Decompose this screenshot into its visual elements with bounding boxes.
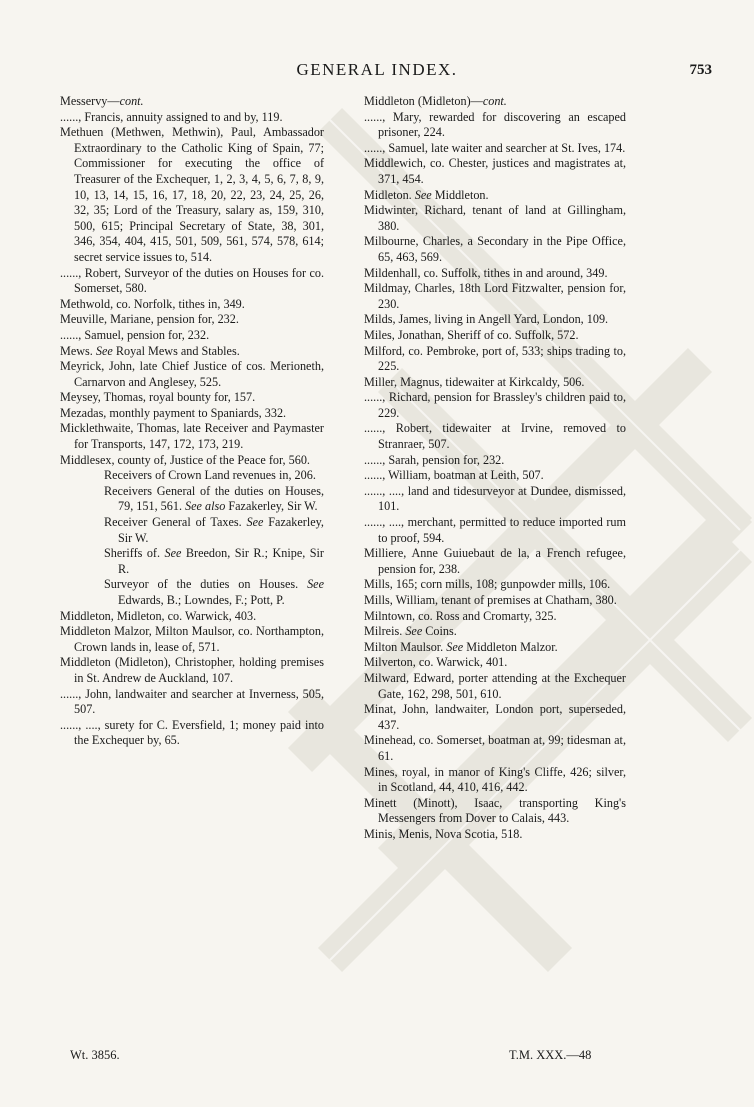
index-entry: Mezadas, monthly payment to Spaniards, 332. [60, 405, 287, 420]
index-entry: ......, Samuel, late waiter and searcher at St. Ives, 174. [364, 140, 626, 155]
index-entry: Surveyor of the duties on Houses. See Edwards, B.; Lowndes, F.; Pott, P. [104, 577, 324, 607]
index-entry: Receivers General of the duties on Houses, 79, 151, 561. See also Fazakerley, Sir W. [104, 483, 324, 514]
index-entry: Minis, Menis, Nova Scotia, 518. [364, 826, 523, 841]
index-entry: Mews. See Royal Mews and Stables. [60, 343, 240, 358]
index-entry: Middlewich, co. Chester, justices and magistrates at, 371, 454. [364, 156, 626, 186]
index-entry: Milford, co. Pembroke, port of, 533; ships trading to, 225. [364, 343, 626, 374]
index-entry: Methwold, co. Norfolk, tithes in, 349. [60, 296, 245, 311]
index-entry: Milntown, co. Ross and Cromarty, 325. [364, 608, 557, 623]
index-entry: Miles, Jonathan, Sheriff of co. Suffolk, 572. [364, 327, 579, 342]
index-entry: Middleton (Midleton)—cont. [364, 94, 507, 108]
index-entry: ......, William, boatman at Leith, 507. [364, 468, 544, 483]
index-entry: Mildenhall, co. Suffolk, tithes in and around, 349. [364, 265, 608, 280]
index-entry: Midwinter, Richard, tenant of land at Gillingham, 380. [364, 203, 626, 233]
index-entry: Middleton (Midleton), Christopher, holding premises in St. Andrew de Auckland, 107. [60, 655, 324, 685]
index-entry: Meysey, Thomas, royal bounty for, 157. [60, 390, 256, 405]
index-entry: ......, Richard, pension for Brassley's children paid to, 229. [364, 390, 626, 420]
index-entry: Receiver General of Taxes. See Fazakerley, Sir W. [104, 515, 324, 545]
index-entry: Mills, 165; corn mills, 108; gunpowder mills, 106. [364, 577, 611, 592]
index-entry: Middleton, Midleton, co. Warwick, 403. [60, 608, 257, 623]
index-entry: ......, Robert, Surveyor of the duties on Houses for co. Somerset, 580. [60, 265, 324, 296]
index-entry: ......, Robert, tidewaiter at Irvine, removed to Stranraer, 507. [364, 421, 626, 452]
index-entry: Milbourne, Charles, a Secondary in the Pipe Office, 65, 463, 569. [364, 234, 626, 264]
index-entry: Mildmay, Charles, 18th Lord Fitzwalter, pension for, 230. [364, 281, 626, 311]
footer-left: Wt. 3856. [70, 1048, 120, 1062]
index-column-left [60, 94, 324, 749]
index-column-right [364, 94, 626, 843]
index-entry: ......, ...., land and tidesurveyor at Dundee, dismissed, 101. [364, 483, 626, 514]
index-entry: Miller, Magnus, tidewaiter at Kirkcaldy, 506. [364, 374, 585, 389]
index-entry: Milward, Edward, porter attending at the Exchequer Gate, 162, 298, 501, 610. [364, 670, 626, 701]
index-entry: Mines, royal, in manor of King's Cliffe, 426; silver, in Scotland, 44, 410, 416, 442. [364, 764, 626, 795]
index-entry: Minett (Minott), Isaac, transporting King's Messengers from Dover to Calais, 443. [364, 795, 626, 826]
index-entry: ......, ...., merchant, permitted to reduce imported rum to proof, 594. [364, 515, 626, 545]
index-entry: Micklethwaite, Thomas, late Receiver and Paymaster for Transports, 147, 172, 173, 219. [60, 421, 324, 452]
index-entry: Milreis. See Coins. [364, 624, 457, 639]
index-entry: ......, Sarah, pension for, 232. [364, 452, 505, 467]
index-entry: ......, Samuel, pension for, 232. [60, 327, 210, 342]
index-entry: Meyrick, John, late Chief Justice of cos. Merioneth, Carnarvon and Anglesey, 525. [60, 359, 324, 389]
index-entry: Meuville, Mariane, pension for, 232. [60, 312, 239, 327]
index-entry: Middleton Malzor, Milton Maulsor, co. Northampton, Crown lands in, lease of, 571. [60, 624, 324, 654]
index-entry: ......, Mary, rewarded for discovering an escaped prisoner, 224. [364, 109, 626, 140]
page-number: 753 [689, 62, 712, 78]
index-entry: ......, John, landwaiter and searcher at Inverness, 505, 507. [60, 686, 324, 717]
index-entry: Middlesex, county of, Justice of the Peace for, 560. [60, 452, 310, 467]
index-entry: Minehead, co. Somerset, boatman at, 99; tidesman at, 61. [364, 733, 626, 763]
index-entry: Milliere, Anne Guiuebaut de la, a French refugee, pension for, 238. [364, 546, 626, 576]
index-entry: Milverton, co. Warwick, 401. [364, 655, 508, 670]
index-entry: Milds, James, living in Angell Yard, London, 109. [364, 312, 609, 327]
index-entry: Milton Maulsor. See Middleton Malzor. [364, 639, 558, 654]
footer-right: T.M. XXX.—48 [509, 1048, 592, 1062]
index-entry: Messervy—cont. [60, 94, 144, 108]
index-entry: Sheriffs of. See Breedon, Sir R.; Knipe, Sir R. [104, 546, 324, 576]
index-entry: Mills, William, tenant of premises at Chatham, 380. [364, 593, 617, 607]
page-header-title: GENERAL INDEX. [296, 60, 458, 79]
index-entry: Minat, John, landwaiter, London port, superseded, 437. [364, 702, 626, 732]
index-entry: Receivers of Crown Land revenues in, 206. [104, 468, 316, 483]
index-entry: Methuen (Methwen, Methwin), Paul, Ambassador Extraordinary to the Catholic King of Spain, 77; Commissioner for executing the office of Treasurer of the Exchequer, 1, 2, 3, 4, 5, 6, 7, 8, 9, 10, 13, 14, 15, 16, 17, 18, 20, 22, 23, 24, 25, 26, 32, 35; Lord of the Treasury, salary as, 159, 310, 500, 615; Principal Secretary of State, 38, 301, 346, 354, 404, 415, 501, 509, 561, 574, 578, 614; secret service issues to, 514. [60, 125, 324, 264]
index-entry: Midleton. See Middleton. [364, 187, 489, 202]
index-entry: ......, ...., surety for C. Eversfield, 1; money paid into the Exchequer by, 65. [60, 717, 324, 748]
index-entry: ......, Francis, annuity assigned to and by, 119. [60, 109, 283, 124]
